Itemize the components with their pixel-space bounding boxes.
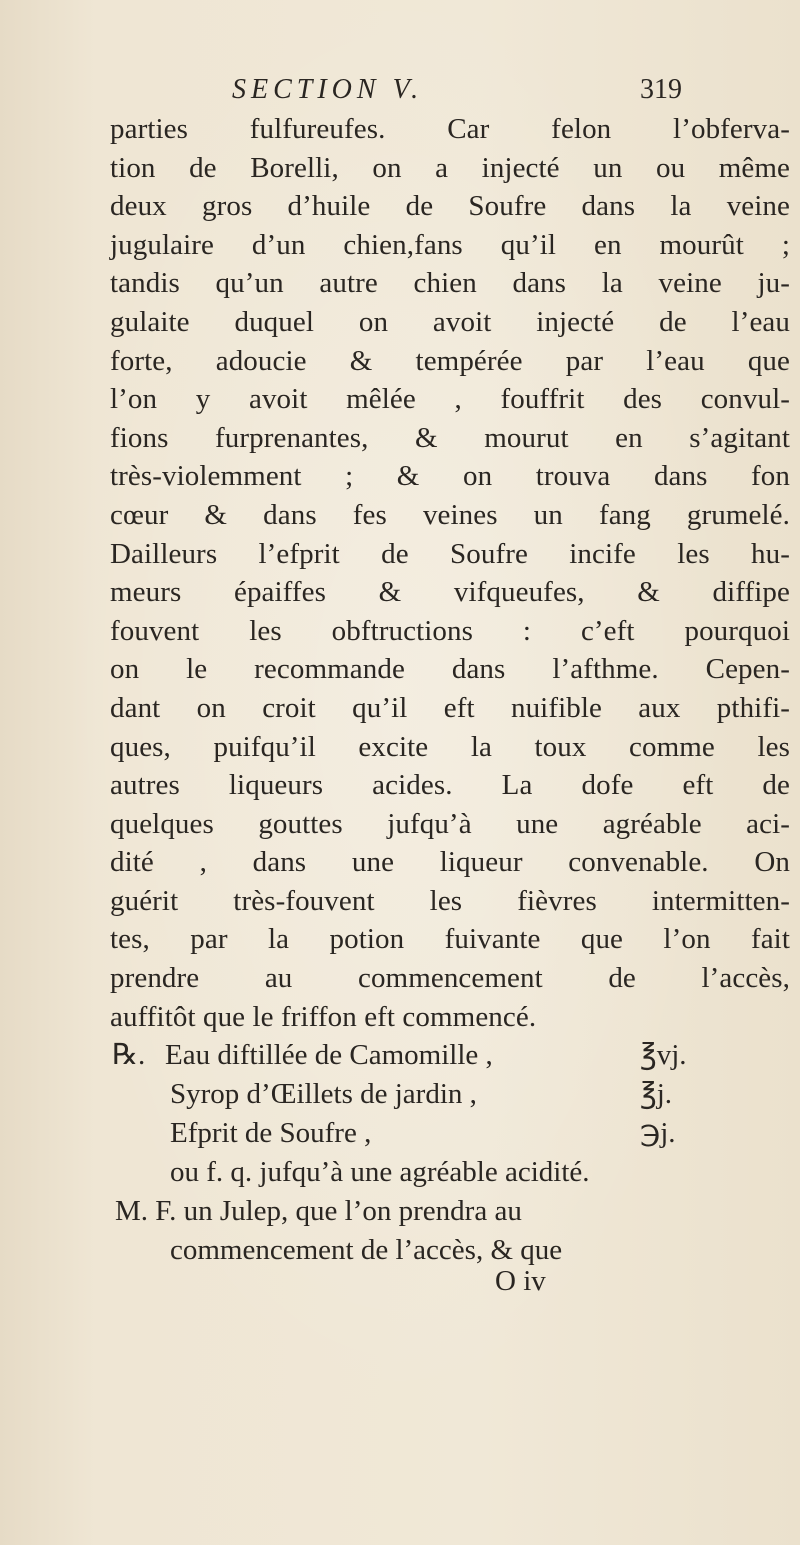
text-line: parties fulfureufes. Car felon l’obferva- bbox=[110, 113, 790, 145]
text-line: cœur & dans fes veines un fang grumelé. bbox=[110, 498, 790, 531]
text-line: meurs épaiffes & vifqueufes, & diffipe bbox=[110, 576, 790, 609]
text-line: l’on y avoit mêlée , fouffrit des convul- bbox=[110, 383, 790, 416]
text-line: tes, par la potion fuivante que l’on fait bbox=[110, 923, 790, 956]
page-number: 319 bbox=[640, 74, 682, 105]
recipe-closing-line: ou f. q. jufqu’à une agréable acidité. bbox=[170, 1156, 590, 1188]
recipe-item-name: Syrop d’Œillets de jardin , bbox=[170, 1078, 477, 1110]
text-line: autres liqueurs acides. La dofe eft de bbox=[110, 769, 790, 802]
recipe-item-name: Eau diftillée de Camomille , bbox=[165, 1039, 493, 1071]
text-line: tandis qu’un autre chien dans la veine ju- bbox=[110, 267, 790, 300]
text-line: on le recommande dans l’afthme. Cepen- bbox=[110, 653, 790, 686]
text-line: jugulaire d’un chien,fans qu’il en mourût ; bbox=[110, 228, 790, 261]
text-line: très-violemment ; & on trouva dans fon bbox=[110, 460, 790, 493]
text-line: dant on croit qu’il eft nuifible aux pthifi- bbox=[110, 691, 790, 724]
text-line: deux gros d’huile de Soufre dans la veine bbox=[110, 190, 790, 223]
text-line: prendre au commencement de l’accès, bbox=[110, 962, 790, 995]
text-line: ques, puifqu’il excite la toux comme les bbox=[110, 730, 790, 763]
text-line: dité , dans une liqueur convenable. On bbox=[110, 846, 790, 879]
signature-mark: O iv bbox=[495, 1265, 546, 1297]
rx-symbol: ℞. bbox=[112, 1039, 146, 1071]
main-paragraph bbox=[110, 110, 790, 1036]
text-line: quelques gouttes jufqu’à une agréable aci- bbox=[110, 807, 790, 840]
text-line: Dailleurs l’efprit de Soufre incife les hu- bbox=[110, 537, 790, 570]
recipe-closing-line: M. F. un Julep, que l’on prendra au bbox=[115, 1195, 522, 1227]
recipe-item-name: Efprit de Soufre , bbox=[170, 1117, 372, 1149]
text-line: fions furprenantes, & mourut en s’agitant bbox=[110, 421, 790, 454]
text-line: tion de Borelli, on a injecté un ou même bbox=[110, 151, 790, 184]
text-line: guérit très-fouvent les fièvres intermitten- bbox=[110, 884, 790, 917]
text-line: fouvent les obftructions : c’eft pourquoi bbox=[110, 614, 790, 647]
running-head: SECTION V. bbox=[232, 74, 424, 105]
recipe-item-qty: ℥vj. bbox=[640, 1039, 687, 1071]
recipe-closing-line: commencement de l’accès, & que bbox=[170, 1234, 563, 1266]
text-line: gulaite duquel on avoit injecté de l’eau bbox=[110, 305, 790, 338]
recipe-item-qty: ℥j. bbox=[640, 1078, 673, 1110]
text-line: auffitôt que le friffon eft commencé. bbox=[110, 1000, 537, 1033]
recipe-item-qty: ℈j. bbox=[640, 1117, 676, 1149]
text-line: forte, adoucie & tempérée par l’eau que bbox=[110, 344, 790, 377]
